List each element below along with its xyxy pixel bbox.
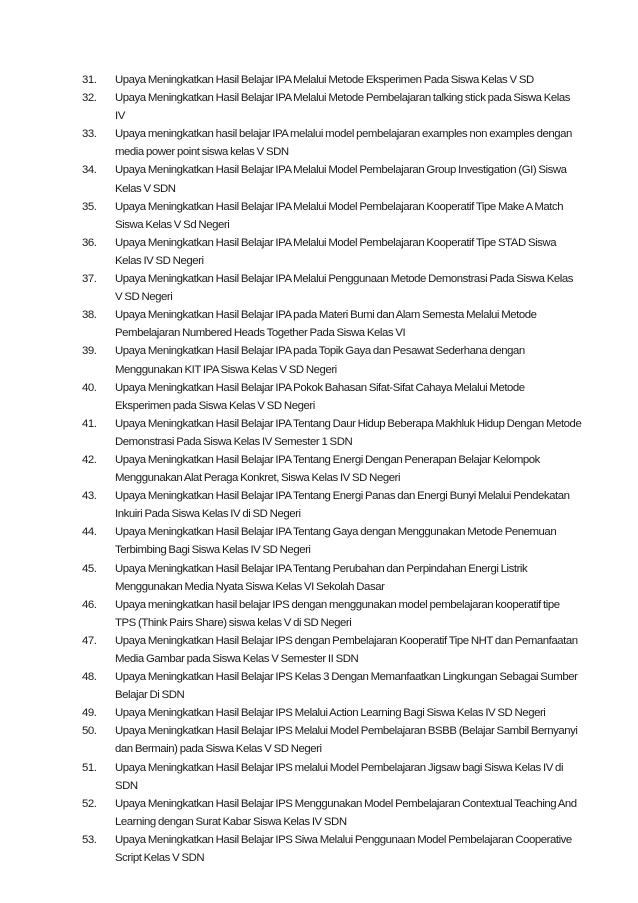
list-item [82, 415, 582, 451]
list-item [82, 306, 582, 342]
list-item-title: Upaya Meningkatkan Hasil Belajar IPA Melalui Metode Eksperimen Pada Siswa Kelas V SD [115, 74, 534, 86]
list-item [82, 379, 582, 415]
list-item-number: 48. [82, 671, 97, 684]
list-item-title: Upaya Meningkatkan Hasil Belajar IPS dengan Pembelajaran Kooperatif Tipe NHT dan Pemanfaatan Media Gambar pada Siswa Kelas V Semester II SDN [115, 634, 578, 665]
list-item-number: 50. [82, 725, 97, 738]
list-item [82, 668, 582, 704]
list-item [82, 342, 582, 378]
list-item [82, 795, 582, 831]
list-item-title: Upaya meningkatkan hasil belajar IPS dengan menggunakan model pembelajaran kooperatif tipe TPS (Think Pairs Share) siswa kelas V di SD Negeri [115, 598, 560, 629]
list-item [82, 487, 582, 523]
list-item [82, 89, 582, 125]
list-item [82, 704, 582, 722]
list-item-title: Upaya Meningkatkan Hasil Belajar IPS Melalui Action Learning Bagi Siswa Kelas IV SD Negeri [115, 707, 546, 720]
list-item-number: 51. [82, 761, 97, 774]
list-item [82, 632, 582, 668]
list-item-title: Upaya Meningkatkan Hasil Belajar IPA Tentang Energi Dengan Penerapan Belajar Kelompok Menggunakan Alat Peraga Konkret, Siswa Kelas IV SD Negeri [115, 453, 540, 485]
list-item [82, 270, 582, 306]
list-item [82, 596, 582, 632]
list-item-title: Upaya Meningkatkan Hasil Belajar IPA Melalui Metode Pembelajaran talking stick pada Siswa Kelas IV [115, 92, 571, 123]
list-item-title: Upaya Meningkatkan Hasil Belajar IPA pada Materi Bumi dan Alam Semesta Melalui Metode Pembelajaran Numbered Heads Together Pada Siswa Kelas VI [115, 309, 537, 340]
list-item-number: 43. [82, 490, 97, 503]
list-item [82, 71, 582, 89]
list-item-title: Upaya Meningkatkan Hasil Belajar IPA Melalui Model Pembelajaran Kooperatif Tipe STAD Siswa Kelas IV SD Negeri [115, 236, 557, 267]
list-item [82, 523, 582, 559]
list-item-number: 44. [82, 526, 97, 539]
list-item-number: 40. [82, 381, 97, 394]
list-item-title: Upaya Meningkatkan Hasil Belajar IPS Kelas 3 Dengan Memanfaatkan Lingkungan Sebagai Sumber Belajar Di SDN [115, 671, 578, 702]
list-item-title: Upaya Meningkatkan Hasil Belajar IPS melalui Model Pembelajaran Jigsaw bagi Siswa Kelas IV di SDN [115, 761, 564, 792]
list-item-title: Upaya Meningkatkan Hasil Belajar IPA Tentang Energi Panas dan Energi Bunyi Melalui Pendekatan Inkuiri Pada Siswa Kelas IV di SD Negeri [115, 490, 570, 521]
list-item-number: 49. [82, 707, 97, 720]
list-item [82, 161, 582, 197]
list-item-number: 36. [82, 236, 97, 249]
list-item-number: 32. [82, 92, 97, 105]
list-item [82, 198, 582, 234]
list-item-title: Upaya Meningkatkan Hasil Belajar IPS Menggunakan Model Pembelajaran Contextual Teaching And Learning dengan Surat Kabar Siswa Kelas IV SDN [115, 797, 577, 828]
list-item-number: 37. [82, 273, 97, 286]
list-item-title: Upaya meningkatkan hasil belajar IPA melalui model pembelajaran examples non examples dengan media power point siswa kelas V SDN [115, 128, 572, 159]
list-item [82, 451, 582, 487]
list-item-number: 41. [82, 417, 97, 430]
list-item-title: Upaya Meningkatkan Hasil Belajar IPA Pokok Bahasan Sifat-Sifat Cahaya Melalui Metode Eksperimen pada Siswa Kelas V SD Negeri [115, 381, 525, 412]
list-item-number: 39. [82, 345, 97, 358]
list-item [82, 831, 582, 867]
list-item [82, 560, 582, 596]
title-list [82, 71, 582, 867]
list-item-title: Upaya Meningkatkan Hasil Belajar IPS Melalui Model Pembelajaran BSBB (Belajar Sambil Bernyanyi dan Bermain) pada Siswa Kelas V SD Negeri [115, 725, 578, 756]
list-item-title: Upaya Meningkatkan Hasil Belajar IPA Tentang Daur Hidup Beberapa Makhluk Hidup Dengan Metode Demonstrasi Pada Siswa Kelas IV Semester 1 SDN [115, 417, 582, 448]
list-item-title: Upaya Meningkatkan Hasil Belajar IPA Melalui Model Pembelajaran Group Investigation (GI) Siswa Kelas V SDN [115, 164, 567, 195]
list-item-number: 33. [82, 128, 97, 141]
list-item-title: Upaya Meningkatkan Hasil Belajar IPS Siwa Melalui Penggunaan Model Pembelajaran Cooperative Script Kelas V SDN [115, 833, 572, 865]
list-item-number: 42. [82, 453, 97, 466]
list-item-number: 47. [82, 634, 97, 647]
list-item [82, 234, 582, 270]
list-item-number: 31. [82, 74, 97, 86]
list-item-number: 46. [82, 598, 97, 611]
list-item-title: Upaya Meningkatkan Hasil Belajar IPA Melalui Model Pembelajaran Kooperatif Tipe Make A Match Siswa Kelas V Sd Negeri [115, 200, 564, 231]
list-item-number: 35. [82, 200, 97, 213]
list-item-number: 53. [82, 833, 97, 846]
list-item-title: Upaya Meningkatkan Hasil Belajar IPA Tentang Gaya dengan Menggunakan Metode Penemuan Terbimbing Bagi Siswa Kelas IV SD Negeri [115, 526, 557, 557]
list-item [82, 759, 582, 795]
list-item-title: Upaya Meningkatkan Hasil Belajar IPA Tentang Perubahan dan Perpindahan Energi Listrik Menggunakan Media Nyata Siswa Kelas VI Sekolah Dasar [115, 562, 528, 593]
list-item-number: 34. [82, 164, 97, 177]
list-item-title: Upaya Meningkatkan Hasil Belajar IPA pada Topik Gaya dan Pesawat Sederhana dengan Menggunakan KIT IPA Siswa Kelas V SD Negeri [115, 345, 525, 376]
list-item-number: 38. [82, 309, 97, 322]
list-item-number: 52. [82, 797, 97, 810]
list-item-number: 45. [82, 562, 97, 575]
list-item-title: Upaya Meningkatkan Hasil Belajar IPA Melalui Penggunaan Metode Demonstrasi Pada Siswa Kelas V SD Negeri [115, 273, 573, 304]
list-item [82, 722, 582, 758]
list-item [82, 125, 582, 161]
